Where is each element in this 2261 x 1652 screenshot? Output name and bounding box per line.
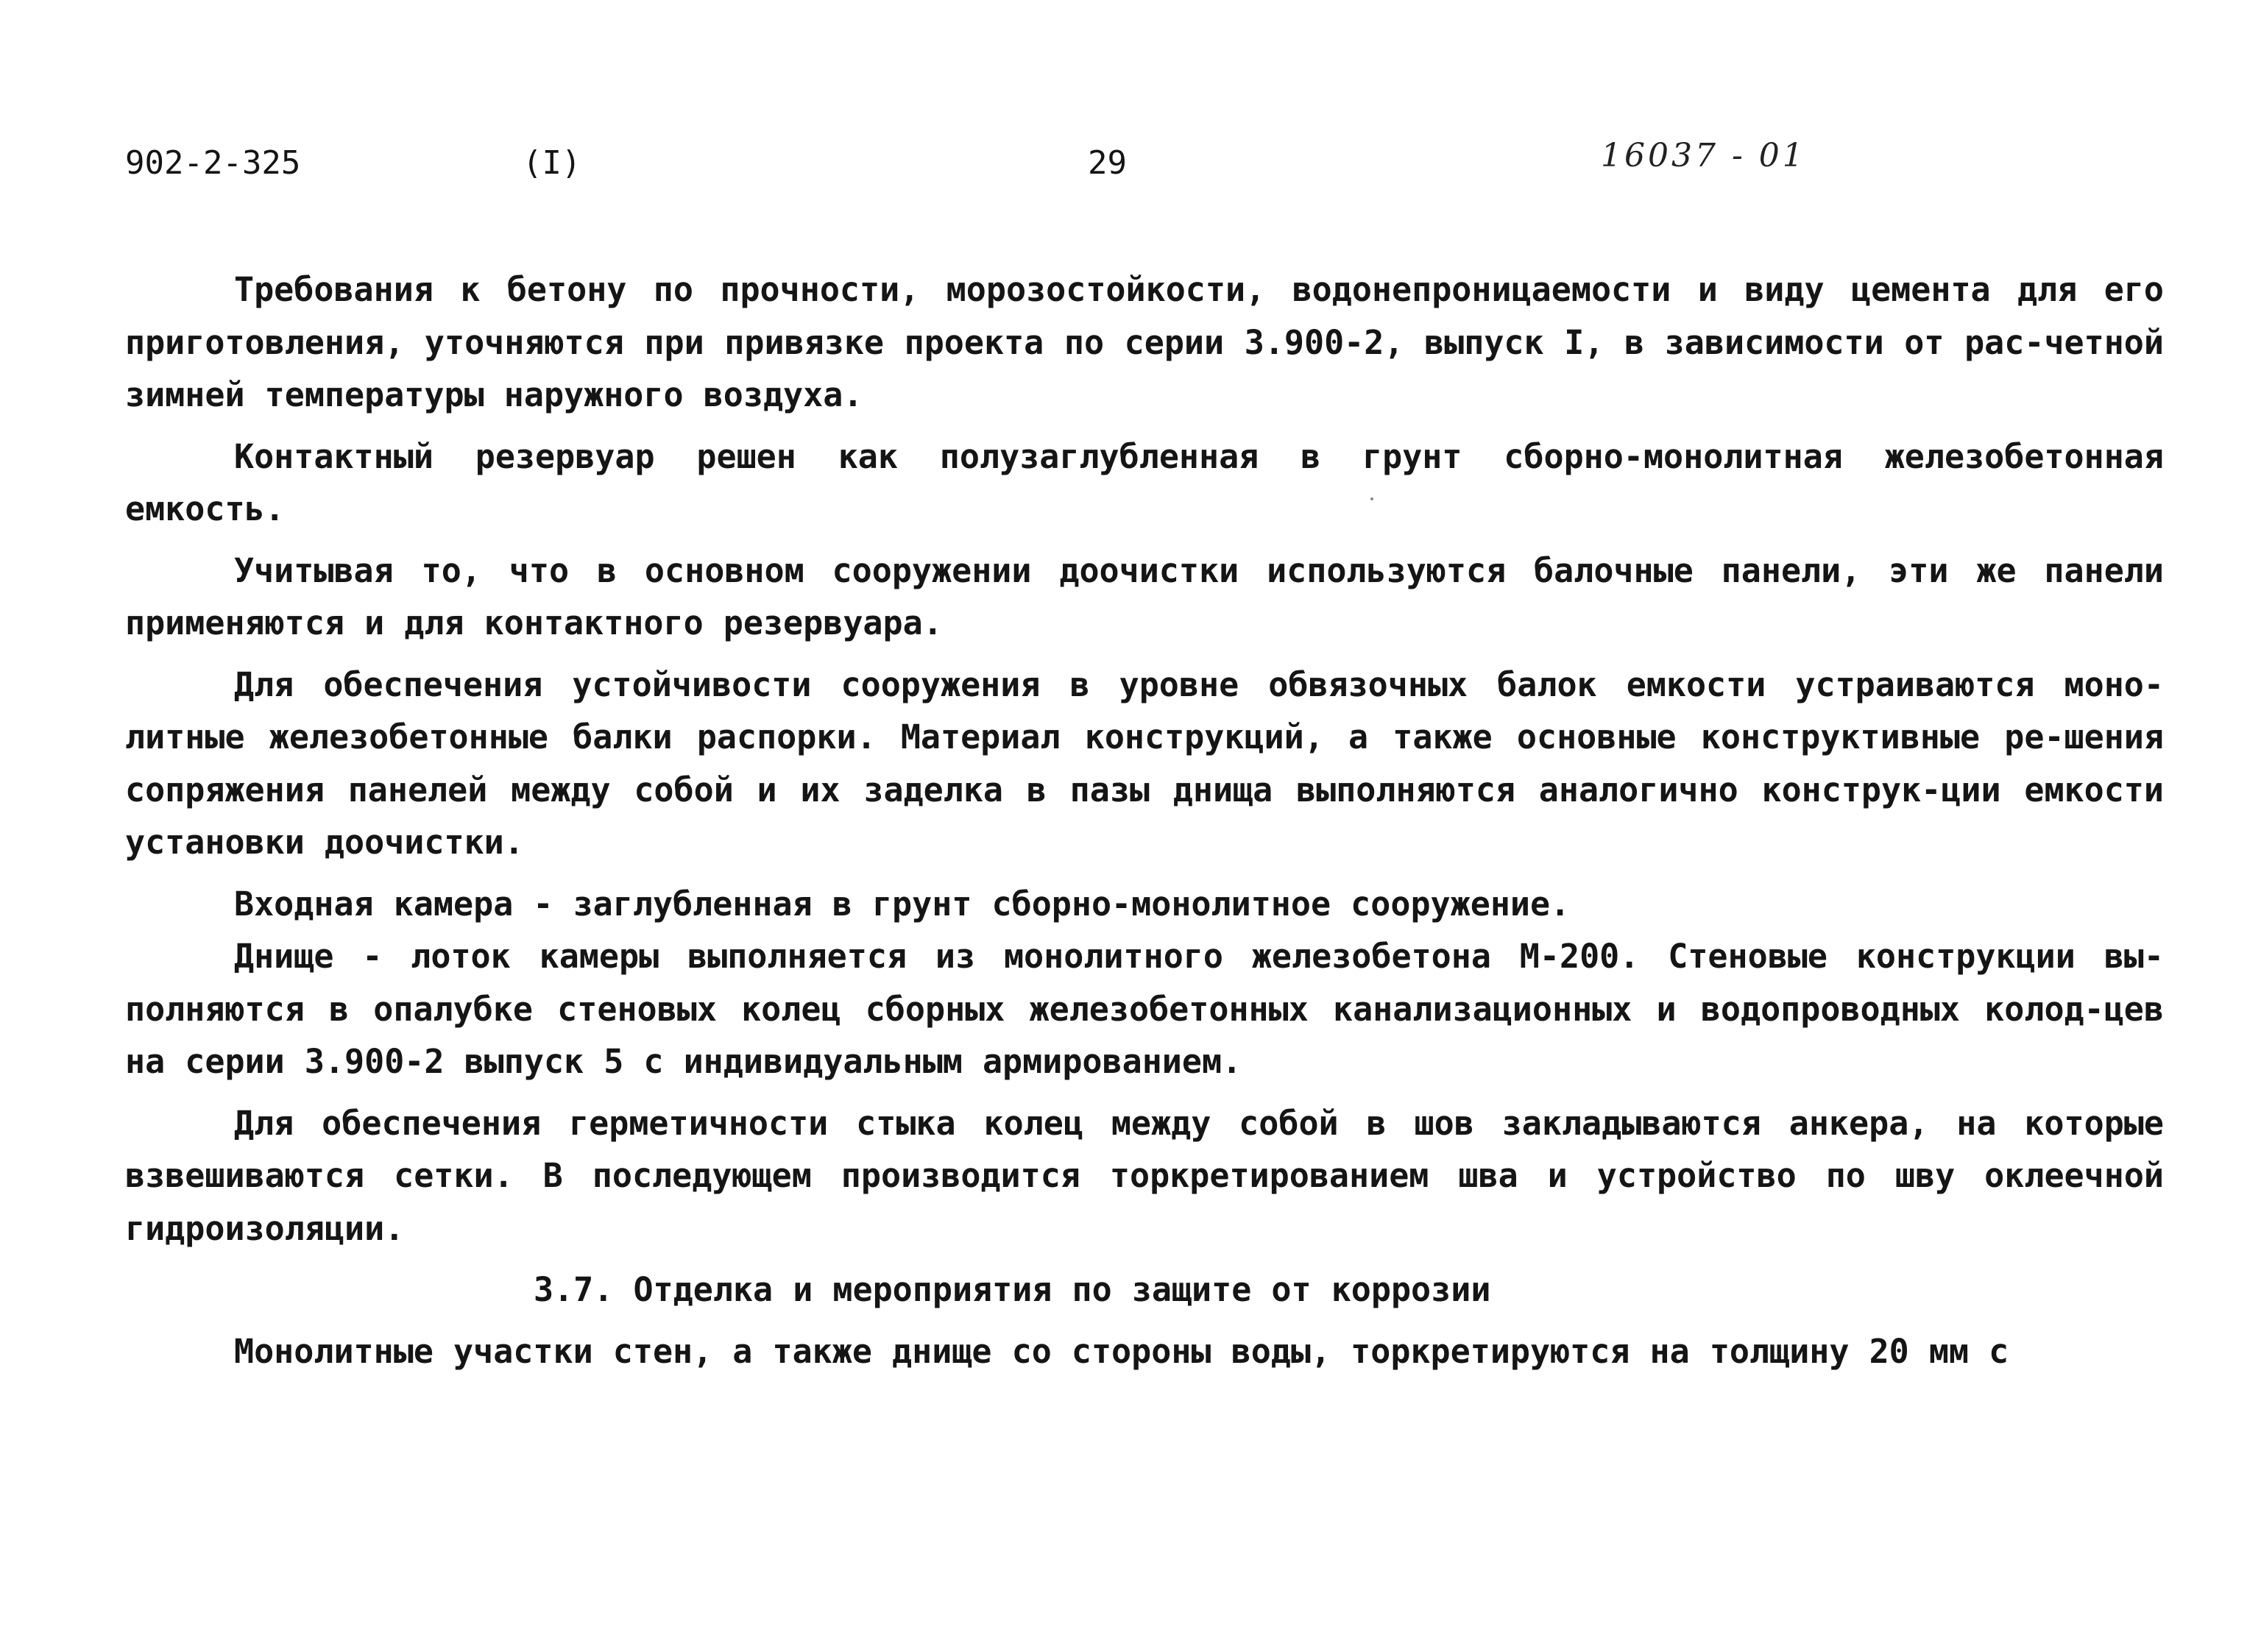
paragraph-concrete-requirements: Требования к бетону по прочности, морозостойкости, водонепроницаемости и виду цемента для его приготовления, уточняются при привязке проекта по серии 3.900-2, выпуск I, в зависимости от рас-четной зимней температуры наружного воздуха. (125, 270, 2164, 414)
paragraph-monolithic-sections: Монолитные участки стен, а также днище со стороны воды, торкретируются на толщину 20 мм с (234, 1331, 2009, 1371)
paragraph-sealing: Для обеспечения герметичности стыка колец между собой в шов закладываются анкера, на которые взвешиваются сетки. В последующем производится торкретированием шва и устройство по шву оклеечной гидроизоляции. (125, 1103, 2164, 1248)
section-heading: 3.7. Отделка и мероприятия по защите от коррозии (534, 1270, 1491, 1309)
paragraph-contact-reservoir: Контактный резервуар решен как полузаглубленная в грунт сборно-монолитная железобетонная емкость. (125, 436, 2164, 528)
paragraph-beam-panels: Учитывая то, что в основном сооружении доочистки используются балочные панели, эти же панели применяются и для контактного резервуара. (125, 550, 2164, 642)
paragraph-chamber-bottom: Днище - лоток камеры выполняется из монолитного железобетона М-200. Стеновые конструкции вы-полняются в опалубке стеновых колец сборных железобетонных канализационных и водопроводных колод-цев на серии 3.900-2 выпуск 5 с индивидуальным армированием. (125, 937, 2164, 1081)
paragraph-stability: Для обеспечения устойчивости сооружения в уровне обвязочных балок емкости устраиваются моно-литные железобетонные балки распорки. Материал конструкций, а также основные конструктивные ре-шения сопряжения панелей между собой и их заделка в пазы днища выполняются аналогично конструк-ции емкости установки доочистки. (125, 664, 2164, 862)
document-part: (I) (523, 144, 581, 182)
document-body (125, 263, 2164, 1386)
document-code: 902-2-325 (125, 144, 301, 182)
page-number: 29 (1088, 144, 1127, 182)
handwritten-code: 16037 - 01 (1601, 137, 1806, 174)
scan-speck (1370, 497, 1373, 500)
paragraph-inlet-chamber: Входная камера - заглубленная в грунт сборно-монолитное сооружение. (234, 884, 1571, 924)
